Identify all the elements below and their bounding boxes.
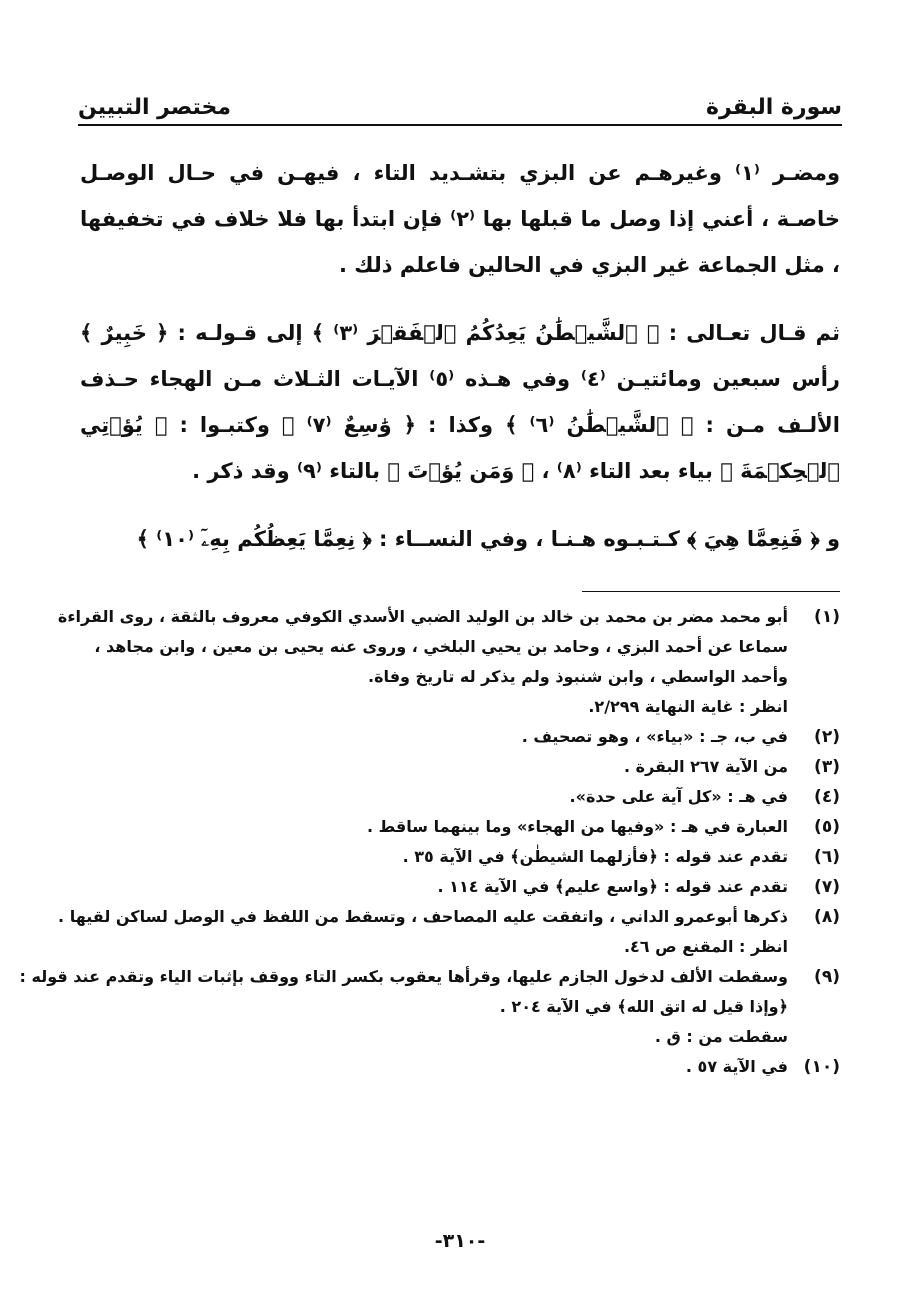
footnotes — [19, 602, 840, 1082]
footnote-number: (٩) — [814, 967, 840, 987]
footnote-line: من الآية ٢٦٧ البقرة . — [623, 757, 788, 776]
footnote — [80, 722, 840, 752]
footnote-number: (٢) — [814, 727, 840, 747]
footnote — [80, 752, 840, 782]
paragraph: ثم قـال تعـالى : ﴿ ٱلشَّيۡطَٰنُ يَعِدُكُمُ ٱلۡفَقۡرَ ⁽٣⁾ ﴾ إلى قـولـه : ﴿ خَبِيرٌ ﴾ رأس سبعين ومائتيـن ⁽٤⁾ وفي هـذه ⁽٥⁾ الآيـات الثـلاث مـن الهجاء حـذف الألـف مـن : ﴿ ٱلشَّيۡطَٰنُ ⁽٦⁾ ﴾ وكذا : ﴿ وَٰسِعٌ ⁽٧⁾ ﴾ وكتبـوا : ﴿ يُؤۡتِي ٱلۡحِكۡمَةَ ﴾ بياء بعد التاء ⁽٨⁾ ، ﴿ وَمَن يُؤۡتَ ﴾ بالتاء ⁽٩⁾ وقد ذكر . — [80, 321, 841, 483]
footnote-line: وسقطت الألف لدخول الجازم عليها، وقرأها يعقوب بكسر التاء ووقف بإثبات الياء وتقدم عند قوله : — [19, 967, 788, 986]
footnote — [80, 812, 840, 842]
footnote-number: (٧) — [814, 877, 840, 897]
footnote-line: تقدم عند قوله : ﴿فأزلهما الشيطٰن﴾ في الآية ٣٥ . — [402, 847, 788, 866]
footnote-number: (٥) — [814, 817, 840, 837]
footnote-number: (٤) — [814, 787, 840, 807]
footnote-line: ﴿وإذا قيل له اتق الله﴾ في الآية ٢٠٤ . — [499, 997, 788, 1016]
footnote-line: وأحمد الواسطي ، وابن شنبوذ ولم يذكر له تاريخ وفاة. — [368, 667, 788, 686]
footnote — [58, 902, 840, 962]
footnote-line: العبارة في هـ : «وفيها من الهجاء» وما بينهما ساقط . — [367, 817, 788, 836]
footnote — [19, 962, 840, 1052]
footnote-line: في الآية ٥٧ . — [685, 1057, 788, 1076]
book-title: مختصر التبيين — [78, 95, 232, 120]
footnote-line: سقطت من : ق . — [654, 1027, 788, 1046]
footnote — [57, 602, 840, 722]
running-header — [78, 86, 842, 120]
footnote — [80, 842, 840, 872]
footnote-line: في ب، جـ : «بياء» ، وهو تصحيف . — [521, 727, 788, 746]
footnote-line: انظر : غاية النهاية ٢/٢٩٩. — [588, 697, 788, 716]
footnote-line: ذكرها أبوعمرو الداني ، واتفقت عليه المصاحف ، وتسقط من اللفظ في الوصل لساكن لقيها . — [58, 907, 788, 926]
footnote — [80, 872, 840, 902]
page-number: -٣١٠- — [434, 1230, 486, 1252]
footnote-line: تقدم عند قوله : ﴿واسع عليم﴾ في الآية ١١٤ . — [437, 877, 788, 896]
footnote — [80, 1052, 840, 1082]
footnote-line: انظر : المقنع ص ٤٦. — [623, 937, 788, 956]
footnote-number: (٦) — [814, 847, 840, 867]
paragraph: ومضـر ⁽١⁾ وغيرهـم عن البزي بتشـديد التاء ، فيهـن في حـال الوصـل خاصـة ، أعني إذا وصل ما قبلها بها ⁽٢⁾ فإن ابتدأ بها فلا خلاف في تخفيفها ، مثل الجماعة غير البزي في الحالين فاعلم ذلك . — [80, 161, 841, 277]
footnote-line: في هـ : «كل آية على حدة». — [569, 787, 788, 806]
footnote-number: (١) — [814, 607, 840, 627]
main-text — [80, 150, 840, 584]
footnote-number: (٣) — [814, 757, 840, 777]
footnote-number: (١٠) — [803, 1057, 840, 1077]
footnote-line: سماعا عن أحمد البزي ، وحامد بن يحيي البلخي ، وروى عنه يحيى بن معين ، وابن مجاهد ، — [94, 637, 788, 656]
footnote-line: أبو محمد مضر بن محمد بن خالد بن الوليد الضبي الأسدي الكوفي معروف بالثقة ، روى القراءة — [57, 607, 788, 626]
chapter-title: سورة البقرة — [705, 95, 842, 120]
footnote-separator — [582, 591, 840, 592]
paragraph: و ﴿ فَنِعِمَّا هِيَ ﴾ كـتـبـوه هـنـا ، وفي النســاء : ﴿ نِعِمَّا يَعِظُكُم بِهِۦٓ ⁽١٠⁾ ﴾ — [136, 527, 840, 551]
footnote — [80, 782, 840, 812]
header-rule — [78, 124, 842, 126]
footnote-number: (٨) — [814, 907, 840, 927]
